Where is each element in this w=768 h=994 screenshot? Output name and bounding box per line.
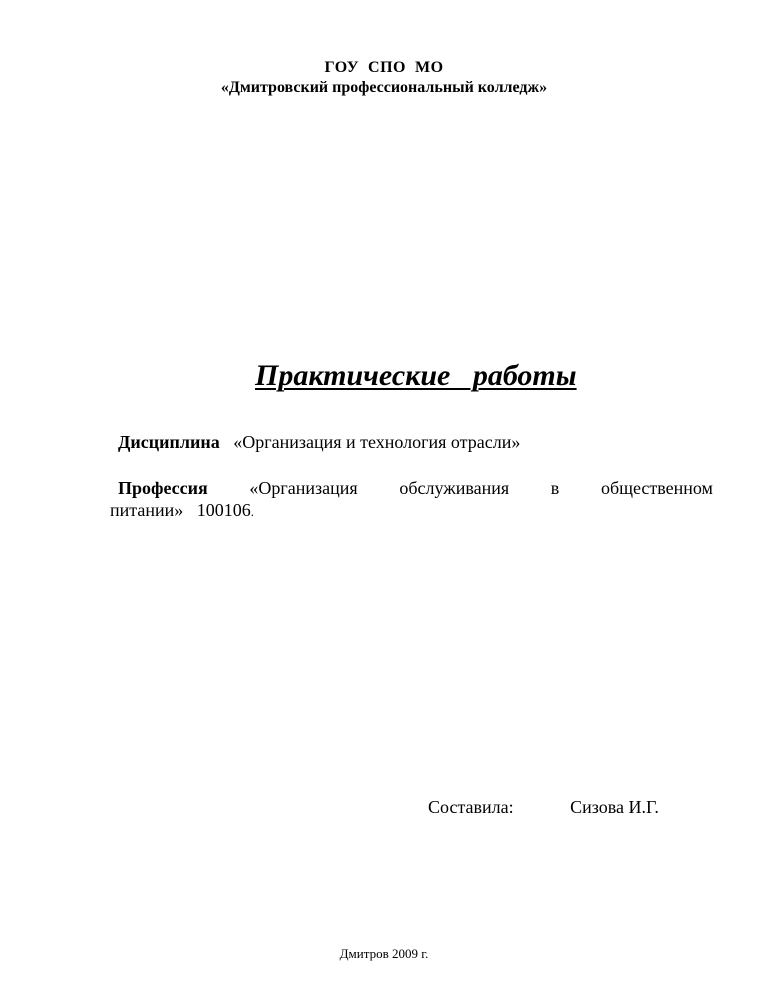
compiled-name: Сизова И.Г. — [570, 797, 659, 817]
profession-paragraph — [110, 477, 713, 523]
discipline-line — [118, 431, 520, 453]
profession-word-1: «Организация — [249, 478, 358, 498]
compiled-label: Составила: — [428, 797, 514, 817]
profession-line-2 — [110, 499, 713, 523]
document-title: Практические работы — [255, 359, 577, 392]
profession-word-2: обслуживания — [399, 478, 510, 498]
institution-abbreviation: ГОУ СПО МО — [324, 59, 444, 76]
profession-label: Профессия — [118, 478, 208, 498]
profession-period: . — [250, 504, 254, 519]
profession-line-1 — [110, 477, 713, 499]
discipline-label: Дисциплина — [118, 432, 220, 452]
institution-name: «Дмитровский профессиональный колледж» — [220, 79, 548, 96]
institution-header — [0, 58, 768, 98]
compiled-by-line — [428, 796, 659, 818]
profession-word-4: общественном — [600, 478, 713, 498]
profession-word-3: в — [550, 478, 560, 498]
profession-code: питании» 100106 — [110, 500, 251, 520]
footer-city-year: Дмитров 2009 г. — [339, 946, 429, 961]
discipline-value: «Организация и технология отрасли» — [233, 432, 521, 452]
